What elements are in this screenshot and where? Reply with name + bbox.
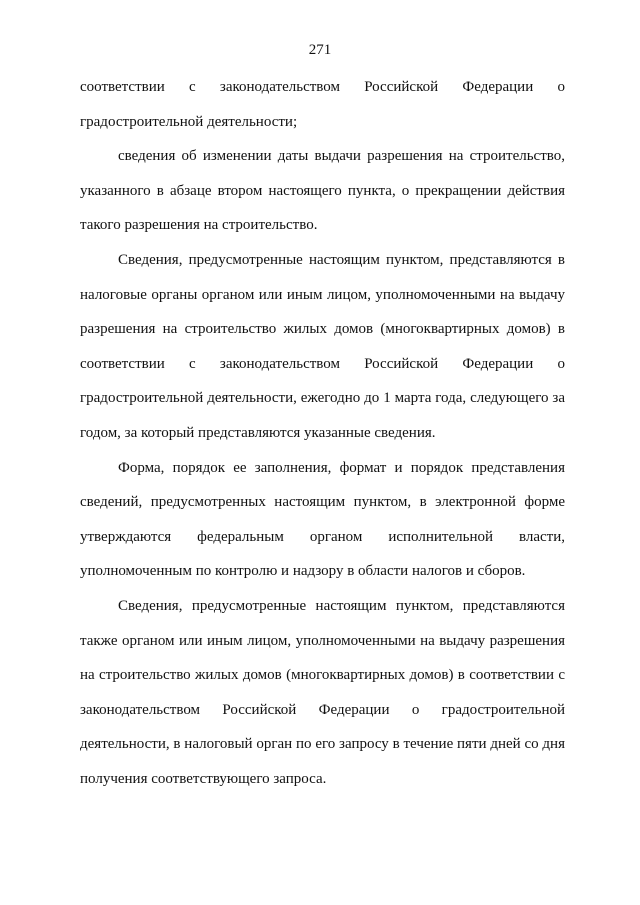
text-line: получения соответствующего запроса. [80, 770, 327, 787]
page-number: 271 [308, 42, 332, 58]
text-line: градостроительной деятельности; [80, 113, 298, 130]
text-line: соответствии с законодательством Российской Федерации о [80, 79, 565, 95]
text-line: деятельности, в налоговый орган по его запросу в течение пяти дней со дня [80, 736, 565, 753]
text-line: сведений, предусмотренных настоящим пунктом, в электронной форме [80, 494, 565, 511]
text-line: указанного в абзаце втором настоящего пункта, о прекращении действия [80, 182, 565, 199]
text-line: годом, за который представляются указанные сведения. [80, 424, 436, 441]
body-text [80, 76, 565, 802]
text-line: утверждаются федеральным органом исполнительной власти, [80, 528, 565, 545]
text-line: уполномоченным по контролю и надзору в области налогов и сборов. [80, 563, 526, 580]
text-line: разрешения на строительство жилых домов (многоквартирных домов) в [80, 321, 565, 338]
text-line: также органом или иным лицом, уполномоченными на выдачу разрешения [80, 632, 565, 649]
text-line: такого разрешения на строительство. [80, 217, 318, 234]
text-line: Форма, порядок ее заполнения, формат и порядок представления [118, 459, 565, 476]
text-line: сведения об изменении даты выдачи разрешения на строительство, [118, 148, 565, 165]
text-line: законодательством Российской Федерации о градостроительной [80, 701, 565, 718]
text-line: Сведения, предусмотренные настоящим пунктом, представляются в [118, 251, 565, 268]
text-line: соответствии с законодательством Российской Федерации о [80, 355, 565, 372]
text-line: налоговые органы органом или иным лицом, уполномоченными на выдачу [80, 286, 565, 303]
text-line: градостроительной деятельности, ежегодно до 1 марта года, следующего за [80, 390, 565, 407]
text-line: на строительство жилых домов (многоквартирных домов) в соответствии с [80, 667, 565, 684]
text-line: Сведения, предусмотренные настоящим пунктом, представляются [118, 597, 565, 614]
